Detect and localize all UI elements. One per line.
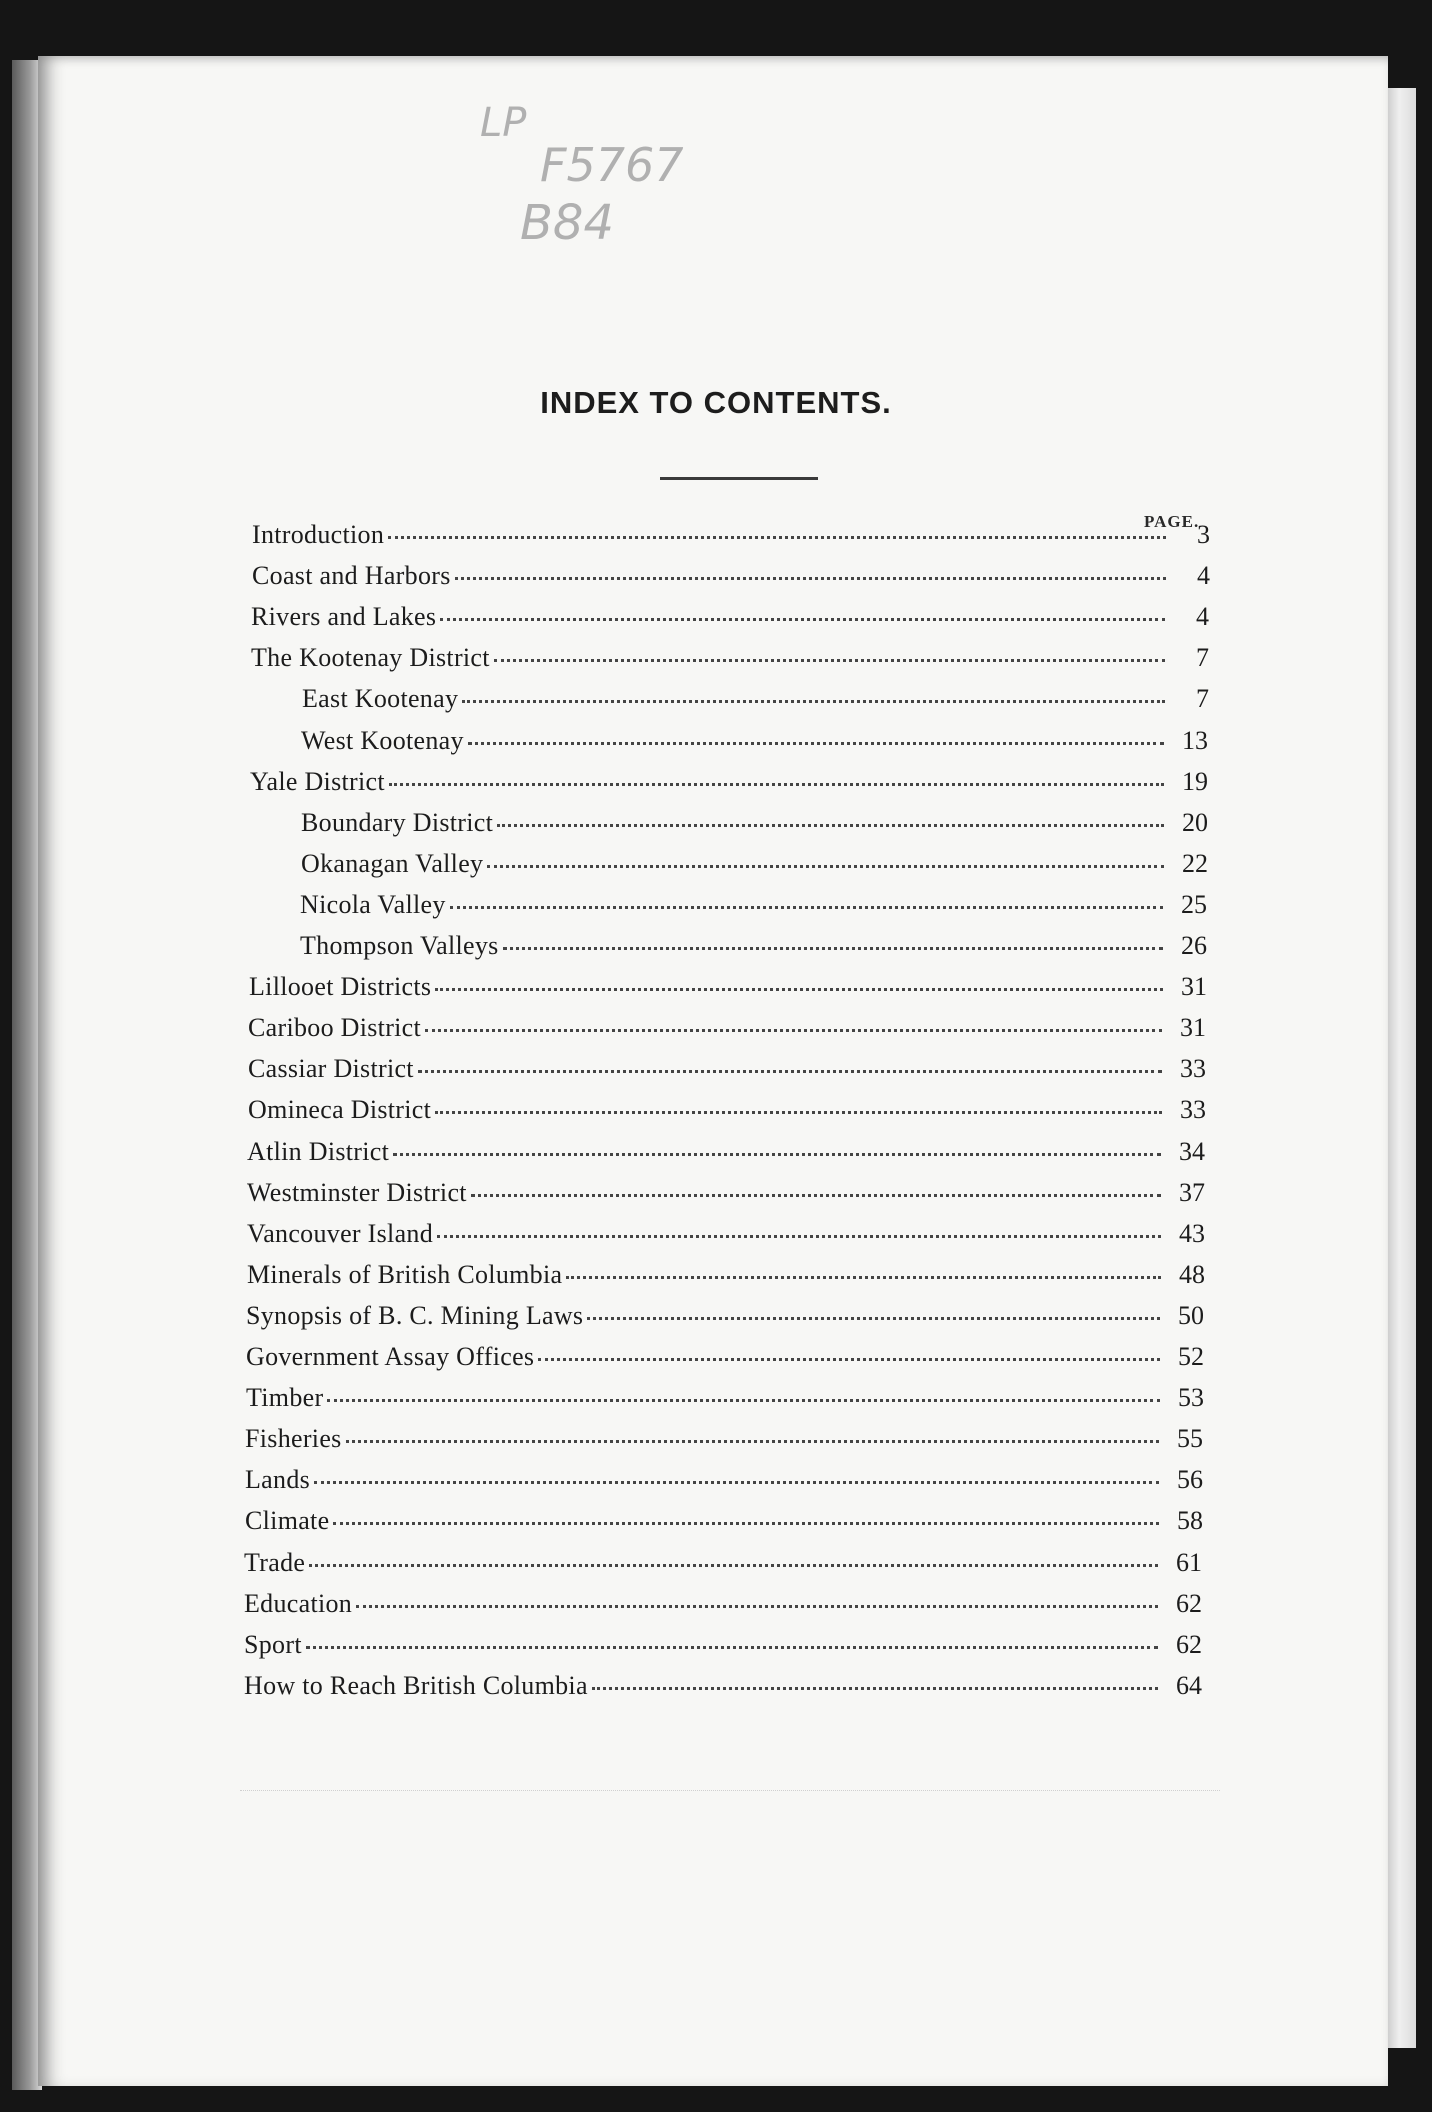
toc-entry-label: Introduction — [252, 520, 385, 549]
leader-dots — [587, 1309, 1160, 1320]
leader-dots — [306, 1638, 1158, 1649]
toc-entry-page: 3 — [1197, 520, 1210, 549]
toc-entry — [247, 1137, 1205, 1173]
page-edge-right — [1388, 88, 1416, 2048]
leader-dots — [418, 1062, 1162, 1073]
toc-entry-label: Fisheries — [245, 1424, 342, 1454]
leader-dots — [309, 1556, 1158, 1567]
toc-entry-page: 61 — [1176, 1547, 1202, 1577]
toc-entry — [301, 726, 1208, 762]
toc-entry-label: Government Assay Offices — [246, 1342, 535, 1371]
toc-entry-page: 55 — [1177, 1424, 1203, 1454]
leader-dots — [389, 775, 1164, 786]
toc-entry-page: 62 — [1176, 1588, 1202, 1618]
toc-entry — [244, 1671, 1202, 1707]
toc-entry-label: Westminster District — [247, 1177, 467, 1207]
toc-entry — [249, 972, 1207, 1008]
leader-dots — [437, 1227, 1161, 1238]
toc-entry-label: East Kootenay — [302, 684, 459, 714]
title-rule — [660, 477, 818, 480]
leader-dots — [450, 898, 1163, 909]
leader-dots — [314, 1473, 1159, 1484]
toc-entry — [301, 808, 1208, 844]
toc-entry-page: 7 — [1196, 684, 1209, 714]
toc-entry — [302, 684, 1209, 720]
toc-entry-page: 33 — [1180, 1054, 1206, 1084]
toc-entry — [244, 1548, 1202, 1584]
toc-entry-page: 26 — [1181, 931, 1207, 960]
leader-dots — [462, 692, 1165, 703]
toc-entry-label: How to Reach British Columbia — [244, 1670, 588, 1700]
leader-dots — [435, 1103, 1162, 1114]
toc-entry-label: Cassiar District — [248, 1054, 414, 1084]
page-title: INDEX TO CONTENTS. — [540, 385, 892, 420]
toc-entry — [247, 1178, 1205, 1214]
toc-entry — [251, 602, 1209, 638]
toc-entry-page: 20 — [1182, 807, 1208, 837]
toc-entry — [248, 1095, 1206, 1131]
toc-entry — [247, 1260, 1205, 1296]
toc-entry — [244, 1589, 1202, 1625]
leader-dots — [356, 1597, 1158, 1608]
toc-entry-label: Minerals of British Columbia — [247, 1259, 563, 1289]
toc-entry-page: 4 — [1196, 602, 1209, 632]
toc-entry-page: 34 — [1179, 1136, 1205, 1166]
leader-dots — [566, 1268, 1161, 1279]
toc-entry-label: West Kootenay — [301, 725, 464, 755]
toc-entry-label: Nicola Valley — [300, 889, 446, 919]
leader-dots — [435, 980, 1163, 991]
toc-entry — [252, 520, 1210, 556]
leader-dots — [425, 1021, 1162, 1032]
toc-entry-page: 52 — [1178, 1342, 1204, 1371]
leader-dots — [538, 1350, 1160, 1361]
toc-entry — [300, 890, 1207, 926]
toc-entry-page: 43 — [1179, 1218, 1205, 1248]
toc-entry-page: 58 — [1177, 1506, 1203, 1536]
leader-dots — [471, 1186, 1161, 1197]
leader-dots — [346, 1432, 1159, 1443]
toc-entry — [301, 849, 1208, 885]
handwritten-mark: F5767 — [540, 138, 684, 192]
leader-dots — [440, 610, 1165, 621]
toc-entry — [245, 1506, 1203, 1542]
toc-entry — [252, 561, 1210, 597]
toc-entry-label: Sport — [244, 1629, 302, 1659]
toc-entry — [246, 1383, 1204, 1419]
toc-entry-label: Thompson Valleys — [300, 931, 499, 960]
toc-entry — [246, 1342, 1204, 1378]
leader-dots — [388, 528, 1166, 539]
toc-entry-page: 13 — [1182, 725, 1208, 755]
toc-entry — [250, 767, 1208, 803]
toc-entry-page: 48 — [1179, 1259, 1205, 1289]
leader-dots — [592, 1679, 1158, 1690]
toc-entry — [247, 1219, 1205, 1255]
toc-entry-page: 25 — [1181, 889, 1207, 919]
toc-entry — [248, 1054, 1206, 1090]
toc-entry-label: Yale District — [250, 766, 385, 796]
handwritten-mark: B84 — [520, 195, 615, 251]
toc-entry-page: 53 — [1178, 1383, 1204, 1413]
toc-entry — [245, 1465, 1203, 1501]
leader-dots — [468, 734, 1164, 745]
toc-entry-label: Rivers and Lakes — [251, 602, 437, 632]
leader-dots — [497, 816, 1164, 827]
leader-dots — [455, 569, 1166, 580]
toc-entry-page: 50 — [1178, 1300, 1204, 1330]
toc-entry-label: Trade — [244, 1547, 306, 1577]
toc-entry-label: Climate — [245, 1506, 330, 1536]
toc-entry-label: Coast and Harbors — [252, 561, 451, 591]
toc-entry-page: 31 — [1181, 972, 1207, 1002]
toc-entry-label: Boundary District — [301, 807, 494, 837]
toc-entry-label: Lands — [245, 1465, 311, 1495]
toc-entry — [251, 643, 1209, 679]
toc-entry — [245, 1424, 1203, 1460]
toc-entry-label: Okanagan Valley — [301, 848, 484, 878]
leader-dots — [333, 1514, 1159, 1525]
toc-entry-page: 37 — [1179, 1177, 1205, 1207]
leader-dots — [327, 1391, 1160, 1402]
toc-entry-label: Education — [244, 1588, 353, 1618]
toc-entry-label: Lillooet Districts — [249, 972, 432, 1002]
toc-entry-label: The Kootenay District — [251, 643, 490, 673]
toc-entry-label: Vancouver Island — [247, 1218, 434, 1248]
toc-entry-label: Cariboo District — [248, 1013, 422, 1043]
toc-entry — [300, 931, 1207, 967]
toc-entry-page: 7 — [1196, 643, 1209, 673]
toc-entry — [248, 1013, 1206, 1049]
handwritten-mark: LP — [480, 100, 527, 146]
toc-entry — [246, 1301, 1204, 1337]
toc-entry-page: 31 — [1180, 1013, 1206, 1043]
toc-entry-page: 64 — [1176, 1670, 1202, 1700]
page-column-label: PAGE. — [1144, 512, 1200, 531]
toc-entry-page: 62 — [1176, 1629, 1202, 1659]
toc-entry-label: Synopsis of B. C. Mining Laws — [246, 1300, 584, 1330]
toc-entry-page: 4 — [1197, 561, 1210, 591]
toc-entry-page: 33 — [1180, 1095, 1206, 1125]
toc-entry-label: Timber — [246, 1383, 324, 1413]
toc-entry-page: 56 — [1177, 1465, 1203, 1495]
leader-dots — [494, 651, 1165, 662]
toc-entry — [244, 1630, 1202, 1666]
divider — [240, 1790, 1220, 1792]
leader-dots — [487, 857, 1164, 868]
toc-entry-label: Atlin District — [247, 1136, 390, 1166]
handwritten-catalog-marks — [480, 100, 760, 270]
toc-entry-page: 19 — [1182, 766, 1208, 796]
leader-dots — [393, 1145, 1161, 1156]
leader-dots — [503, 939, 1163, 950]
toc-entry-page: 22 — [1182, 848, 1208, 878]
toc-entry-label: Omineca District — [248, 1095, 432, 1125]
